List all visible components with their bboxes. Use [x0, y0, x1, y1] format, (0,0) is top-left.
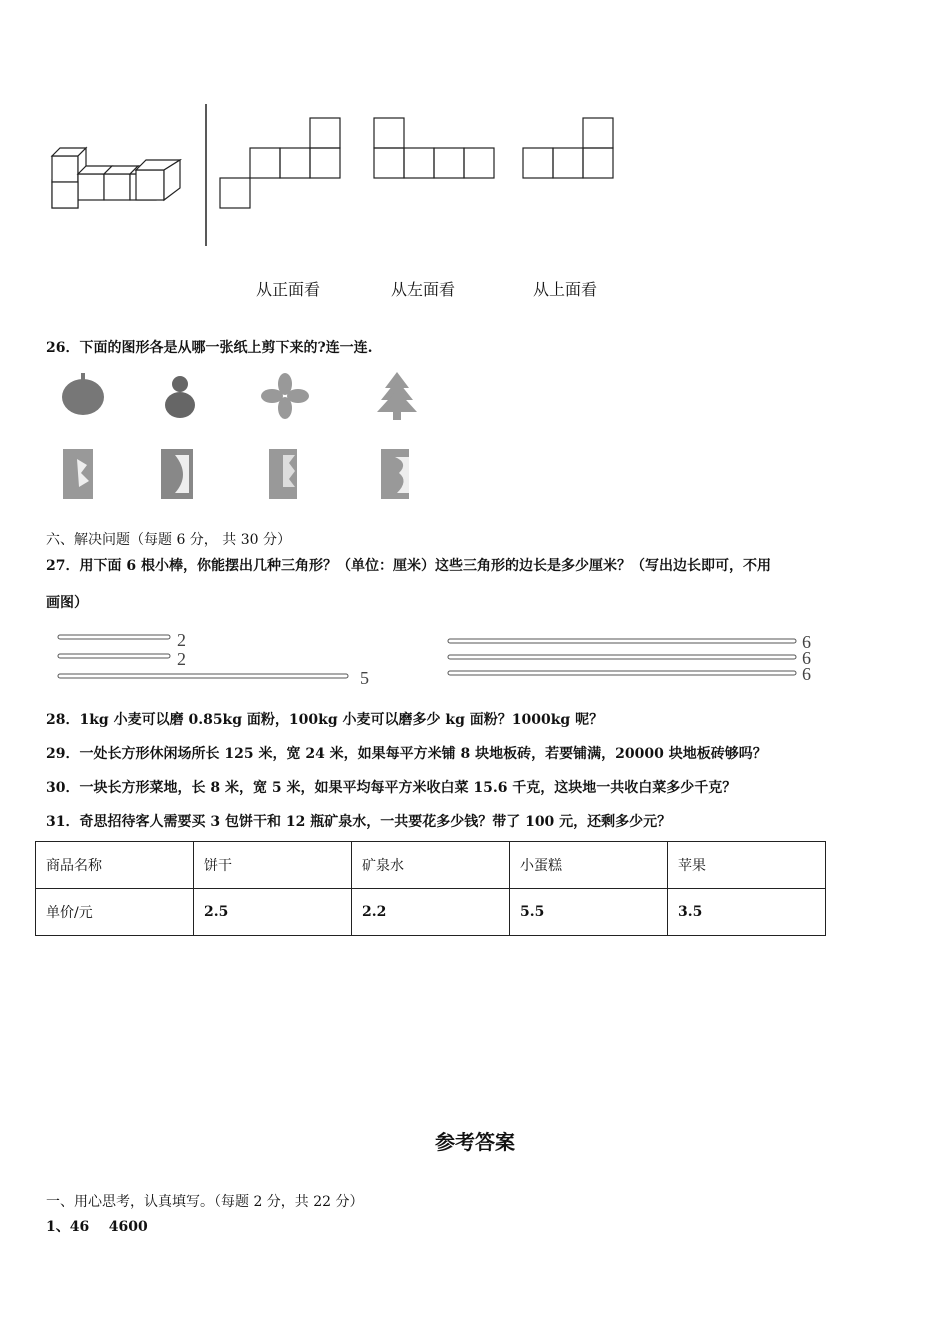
left-view-label: 从左面看	[391, 280, 456, 299]
paper-sheet-1-icon	[63, 449, 93, 499]
table-header-cell: 矿泉水	[352, 842, 510, 889]
stick-label-5: 6	[802, 648, 811, 668]
tree-cutout-icon	[377, 372, 417, 420]
table-row	[36, 889, 826, 936]
cutout-shapes-row	[55, 370, 435, 425]
answers-section-1: 一、用心思考，认真填写。（每题 2 分，共 22 分）	[46, 1194, 364, 1210]
stick-label-2: 2	[177, 649, 186, 669]
apple-cutout-icon	[62, 373, 104, 415]
section-6-heading: 六、解决问题（每题 6 分， 共 30 分）	[46, 532, 291, 548]
question-31: 31．奇思招待客人需要买 3 包饼干和 12 瓶矿泉水，一共要花多少钱？带了 100 元，还剩多少元？	[46, 814, 672, 830]
table-header-cell: 商品名称	[36, 842, 194, 889]
paper-sheet-2-icon	[161, 449, 193, 499]
table-cell: 2.2	[352, 889, 510, 936]
paper-sheet-4-icon	[381, 449, 409, 499]
table-cell: 5.5	[510, 889, 668, 936]
table-header-cell: 苹果	[668, 842, 826, 889]
top-view-grid	[523, 118, 613, 178]
stick-5	[448, 655, 796, 659]
answer-1: 1、46 4600	[46, 1219, 148, 1235]
table-cell: 单价/元	[36, 889, 194, 936]
stick-1	[58, 635, 170, 639]
question-27-line-1: 27．用下面 6 根小棒，你能摆出几种三角形？（单位：厘米）这些三角形的边长是多少厘米？（写出边长即可，不用	[46, 558, 771, 574]
cube-views-figure	[40, 100, 640, 250]
table-row	[36, 842, 826, 889]
top-view-label: 从上面看	[533, 280, 598, 299]
table-header-cell: 饼干	[194, 842, 352, 889]
stick-label-6: 6	[802, 664, 811, 684]
question-29: 29．一处长方形休闲场所长 125 米，宽 24 米，如果每平方米铺 8 块地板砖，若要铺满，20000 块地板砖够吗？	[46, 746, 767, 762]
stick-label-4: 6	[802, 632, 811, 652]
price-table	[35, 841, 826, 936]
question-26: 26．下面的图形各是从哪一张纸上剪下来的?连一连.	[46, 340, 373, 356]
question-30: 30．一块长方形菜地，长 8 米，宽 5 米，如果平均每平方米收白菜 15.6 千克，这块地一共收白菜多少千克？	[46, 780, 737, 796]
table-cell: 3.5	[668, 889, 826, 936]
question-28: 28．1kg 小麦可以磨 0.85kg 面粉，100kg 小麦可以磨多少 kg 面粉？1000kg 呢？	[46, 712, 604, 728]
front-view-grid	[220, 118, 340, 208]
cube-solid-drawing	[52, 148, 180, 208]
flower-cutout-icon	[261, 373, 309, 419]
stick-3	[58, 674, 348, 678]
stick-label-1: 2	[177, 630, 186, 650]
front-view-label: 从正面看	[256, 280, 321, 299]
stick-4	[448, 639, 796, 643]
table-cell: 2.5	[194, 889, 352, 936]
stick-2	[58, 654, 170, 658]
question-27-line-2: 画图）	[46, 595, 88, 611]
sticks-figure	[50, 628, 830, 688]
left-view-grid	[374, 118, 494, 178]
stick-label-3: 5	[360, 668, 369, 688]
table-header-cell: 小蛋糕	[510, 842, 668, 889]
stick-6	[448, 671, 796, 675]
paper-sheets-row	[55, 445, 435, 505]
paper-sheet-3-icon	[269, 449, 297, 499]
gourd-cutout-icon	[165, 376, 195, 418]
answers-title: 参考答案	[435, 1130, 515, 1154]
